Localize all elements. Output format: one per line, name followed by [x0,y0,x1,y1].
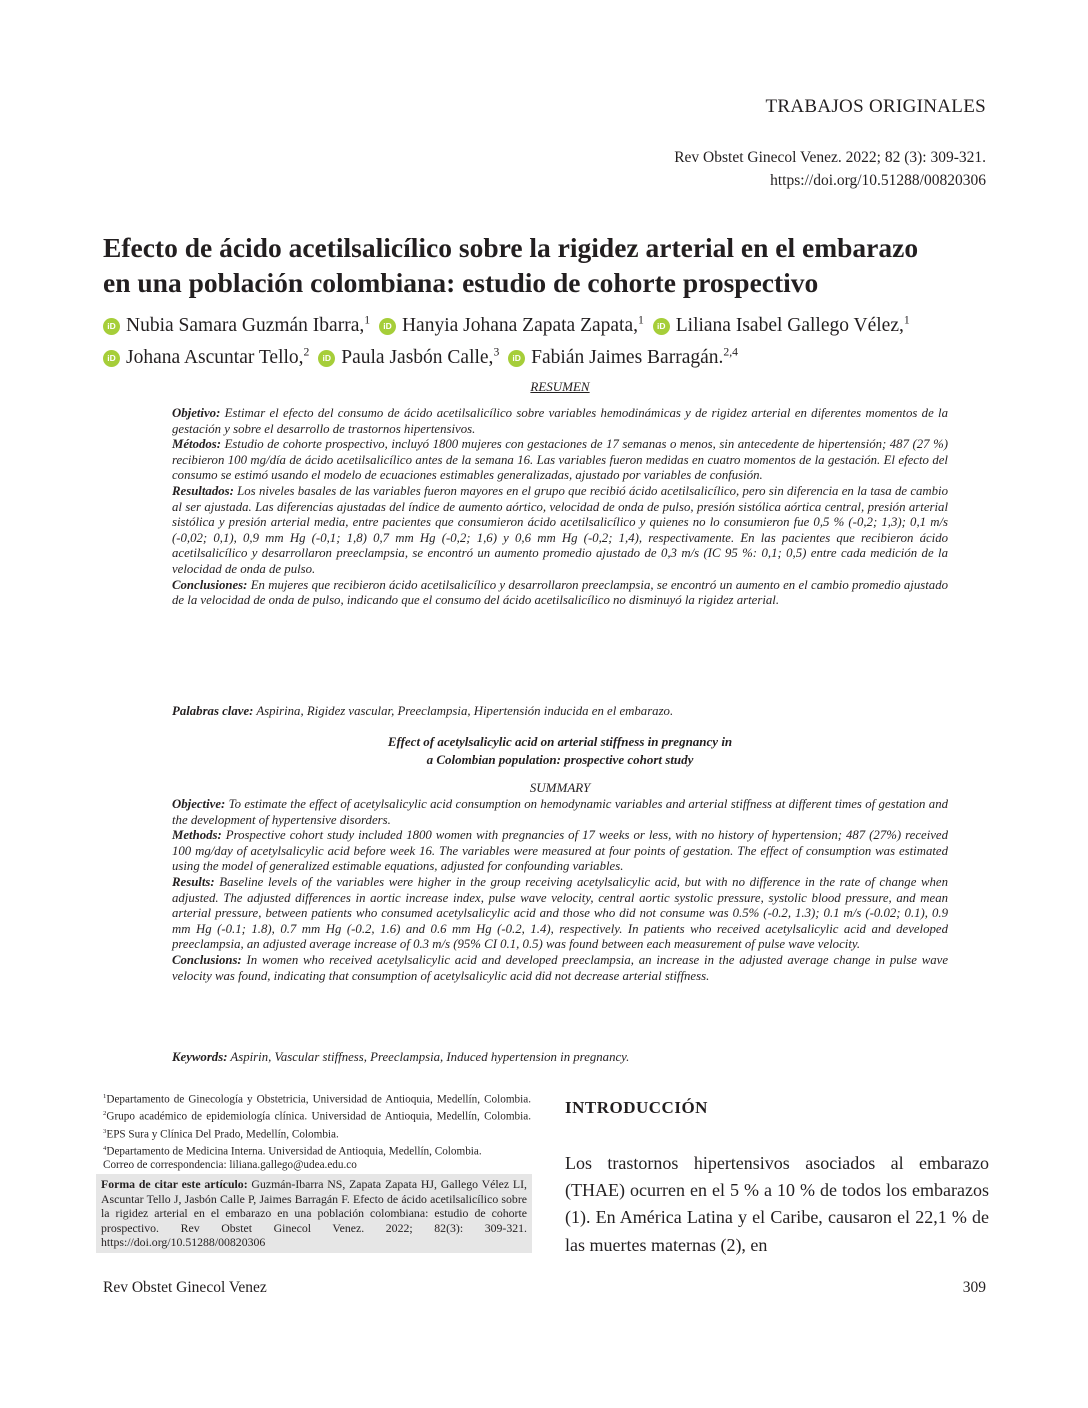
section-label: TRABAJOS ORIGINALES [765,96,986,117]
resumen-body [172,406,948,609]
orcid-icon[interactable]: iD [103,318,120,335]
author-item [103,347,309,368]
affiliation-1: Departamento de Ginecología y Obstetricia, Universidad de Antioquia, Medellín, Colombia. [106,1093,531,1106]
affiliation-4: Departamento de Medicina Interna. Universidad de Antioquia, Medellín, Colombia. [106,1145,482,1158]
resultados-text: Los niveles basales de las variables fueron mayores en el grupo que recibió ácido acetilsalicílico, pero sin diferencia en la tasa de cambio al ser ajustada. Las diferencias ajustadas del índice de aumento aórtico, velocidad de onda de pulso, presión sistólica aórtica central, presión arterial sistólica y presión arterial media, entre pacientes que consumieron ácido acetilsalicílico y quienes no lo consumieron fue 0,5 % (-0,2; 1,3); 0,1 m/s (-0,02; 0,1), 0,9 mm Hg (-0,1; 1,8) 0,7 mm Hg (-0,2; 1,6) y 0,6 mm Hg (-0,2; 1,4), respectivamente. En las pacientes que recibieron ácido acetilsalicílico y desarrollaron preeclampsia, se encontró un aumento promedio ajustado de 0,3 m/s (IC 95 %: 0,1; 0,5) entre cada medición de la velocidad de onda de pulso. [172,483,949,576]
objetivo-label: Objetivo: [172,406,221,420]
cite-box [96,1174,532,1253]
author-item [318,347,499,368]
keywords-label: Keywords: [172,1050,228,1064]
author-name: Liliana Isabel Gallego Vélez, [675,314,904,336]
author-name: Hanyia Johana Zapata Zapata, [401,314,639,336]
keywords [172,1050,948,1066]
author-name: Nubia Samara Guzmán Ibarra, [126,314,365,336]
conclusions-text: In women who received acetylsalicylic acid and developed preeclampsia, an increase in the adjusted average change in pulse wave velocity was found, indicating that consumption of acetylsalicylic acid did not decrease arterial stiffness. [172,952,949,983]
summary-conclusions [172,953,948,984]
citation-text: Rev Obstet Ginecol Venez. 2022; 82 (3): 309-321. [674,149,986,166]
palabras-label: Palabras clave: [172,704,254,718]
author-affiliation-number: 1 [638,313,644,326]
doi-link[interactable]: https://doi.org/10.51288/00820306 [770,172,986,189]
english-title [172,733,948,769]
orcid-icon[interactable]: iD [508,350,525,367]
methods-text: Prospective cohort study included 1800 women with pregnancies of 17 weeks or less, with no history of hypertension; 487 (27%) received 100 mg/day of acetylsalicylic acid before week 16. The variables were measured at four points of gestation. The effect of consumption was estimated using the model of generalized estimable equations, adjusted for confounding variables. [172,828,949,874]
title-line-2: en una población colombiana: estudio de cohorte prospectivo [103,267,819,298]
orcid-icon[interactable]: iD [653,318,670,335]
objective-text: To estimate the effect of acetylsalicylic acid consumption on hemodynamic variables and arterial stiffness at different times of gestation and the development of hypertensive disorders. [172,797,948,827]
summary-methods [172,828,948,875]
affiliation-number: 2 [103,1110,107,1118]
author-affiliation-number: 1 [364,313,371,326]
title-line-1: Efecto de ácido acetilsalicílico sobre la rigidez arterial en el embarazo [103,232,919,263]
summary-heading: SUMMARY [529,780,591,795]
journal-citation [674,146,986,192]
summary-results [172,875,948,953]
footer-journal: Rev Obstet Ginecol Venez [103,1279,267,1296]
author-name: Johana Ascuntar Tello, [126,347,304,368]
resultados-label: Resultados: [172,483,234,498]
author-affiliation-number: 2 [303,345,310,359]
author-line-2 [103,339,1003,372]
keywords-text: Aspirin, Vascular stiffness, Preeclampsia, Induced hypertension in pregnancy. [230,1050,630,1064]
conclusions-label: Conclusions: [172,952,242,967]
author-item [103,315,370,336]
author-item [653,315,910,336]
summary-body [172,797,948,984]
affiliations [103,1090,531,1173]
author-item [508,347,738,368]
affiliation-number: 3 [103,1127,107,1135]
author-affiliation-number: 3 [493,345,500,359]
author-line-1 [103,306,1003,339]
affiliation-number: 4 [103,1144,107,1152]
author-affiliation-number: 2,4 [723,345,738,359]
results-text: Baseline levels of the variables were higher in the group receiving acetylsalicylic acid, but with no difference in the rate of change when adjusted. The adjusted differences in aortic increase index, pulse wave velocity, central aortic systolic pressure, systolic blood pressure, and mean arterial pressure, between patients who consumed acetylsalicylic acid and those who did not consume was 0.5% (-0.2, 1.3); 0.1 m/s (-0.02; 0.1), 0.9 mm Hg (-0.1; 1.8), 0.7 mm Hg (-0.2, 1.6) and 0.6 mm Hg (-0.2, 1.4), respectively. In patients who received acetylsalicylic acid and developed preeclampsia, an adjusted average increase of 0.3 m/s (95% CI 0.1, 0.5) was found between each measurement of pulse wave velocity. [172,874,949,952]
author-affiliation-number: 1 [903,313,910,326]
english-title-line-1: Effect of acetylsalicylic acid on arterial stiffness in pregnancy in [387,734,733,749]
english-title-line-2: a Colombian population: prospective cohort study [426,752,694,767]
intro-heading: INTRODUCCIÓN [565,1098,708,1117]
article-title [103,230,1003,300]
resumen-heading: RESUMEN [530,379,590,394]
cite-text: Guzmán-Ibarra NS, Zapata Zapata HJ, Gallego Vélez LI, Ascuntar Tello J, Jasbón Calle P, Jaimes Barragán F. Efecto de ácido acetilsalicílico sobre la rigidez arterial en el embarazo en una población colombiana: estudio de cohorte prospectivo. Rev Obstet Ginecol Venez. 2022; 82(3): 309-321. https://doi.org/10.51288/00820306 [101,1177,527,1250]
intro-paragraph: Los trastornos hipertensivos asociados al embarazo (THAE) ocurren en el 5 % a 10 % de todos los embarazos (1). En América Latina y el Caribe, causaron el 22,1 % de las muertes maternas (2), en [565,1153,989,1255]
summary-objective [172,797,948,828]
affiliation-2: Grupo académico de epidemiología clínica. Universidad de Antioquia, Medellín, Colombia. [106,1111,531,1124]
resumen-resultados [172,484,948,578]
orcid-icon[interactable]: iD [103,350,120,367]
author-name: Fabián Jaimes Barragán. [531,347,724,368]
methods-label: Methods: [172,828,222,843]
affiliation-3: EPS Sura y Clínica Del Prado, Medellín, Colombia. [106,1128,339,1141]
resumen-conclusiones [172,578,948,609]
objetivo-text: Estimar el efecto del consumo de ácido acetilsalicílico sobre variables hemodinámicas y de rigidez arterial en diferentes momentos de la gestación y sobre el desarrollo de trastornos hipertensivos. [172,406,948,436]
intro-text [565,1150,989,1259]
resumen-objetivo [172,406,948,437]
resumen-metodos [172,437,948,484]
page-number: 309 [962,1279,986,1296]
author-item [379,315,644,336]
results-label: Results: [172,874,215,889]
author-name: Paula Jasbón Calle, [341,347,494,368]
cite-label: Forma de citar este artículo: [101,1177,248,1191]
orcid-icon[interactable]: iD [318,350,335,367]
objective-label: Objective: [172,797,226,811]
metodos-label: Métodos: [172,437,222,452]
orcid-icon[interactable]: iD [379,318,396,335]
palabras-clave [172,704,948,720]
affiliation-number: 1 [103,1093,107,1100]
palabras-text: Aspirina, Rigidez vascular, Preeclampsia, Hipertensión inducida en el embarazo. [256,704,674,718]
author-list [103,306,1003,371]
conclusiones-text: En mujeres que recibieron ácido acetilsalicílico y desarrollaron preeclampsia, se encontró un aumento en el cambio promedio ajustado de la velocidad de onda de pulso, indicando que el consumo del ácido acetilsalicílico no disminuyó la rigidez arterial. [172,577,948,608]
metodos-text: Estudio de cohorte prospectivo, incluyó 1800 mujeres con gestaciones de 17 semanas o menos, sin antecedente de hipertensión; 487 (27 %) recibieron 100 mg/día de ácido acetilsalicílico antes de la semana 16. Las variables fueron medidas en cuatro momentos de la gestación. El efecto del consumo se estimó usando el modelo de ecuaciones estimables generalizadas, ajustado por variables de confusión. [172,437,948,483]
conclusiones-label: Conclusiones: [172,577,248,592]
correspondence-email: Correo de correspondencia: liliana.gallego@udea.edu.co [103,1159,357,1172]
